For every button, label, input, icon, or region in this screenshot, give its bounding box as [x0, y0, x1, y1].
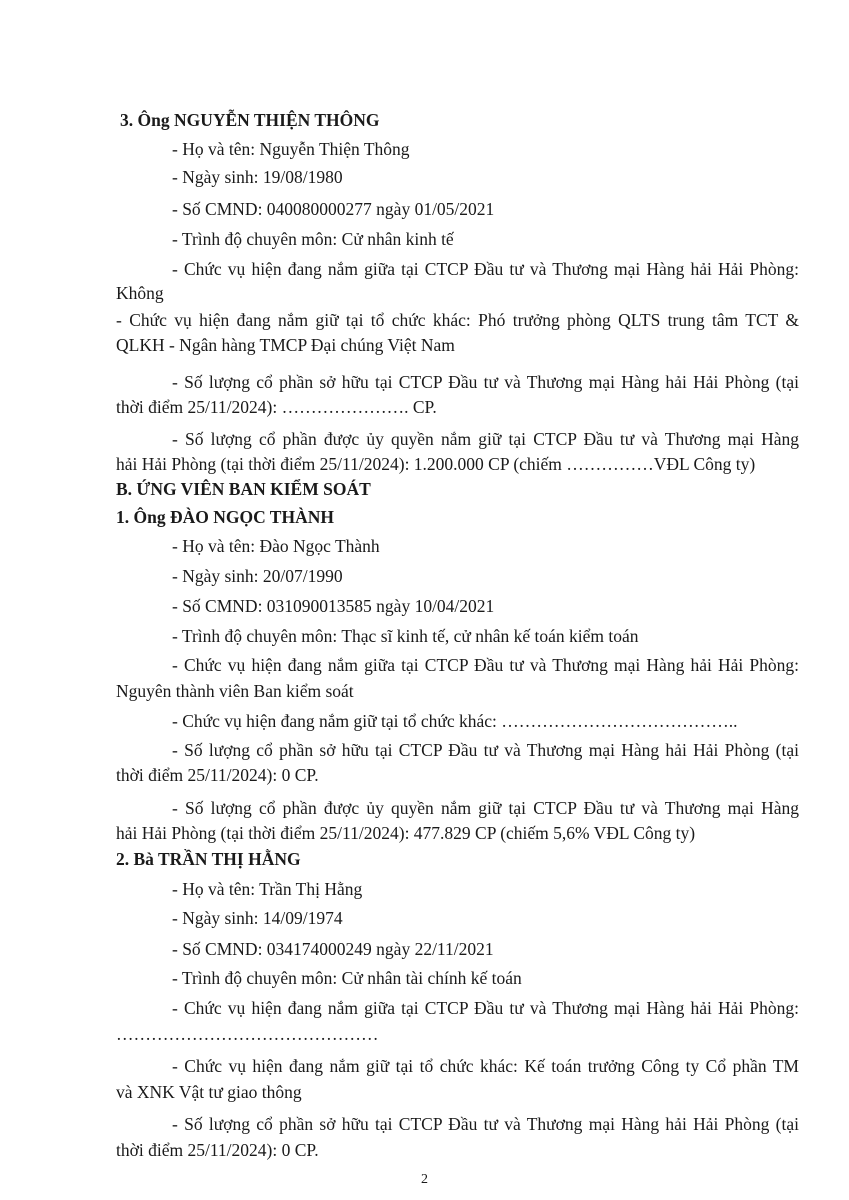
supervisor-1-dob: - Ngày sinh: 20/07/1990 [172, 566, 343, 586]
supervisor-1-education: - Trình độ chuyên môn: Thạc sĩ kinh tế, cử nhân kế toán kiểm toán [172, 626, 639, 646]
supervisor-2-position-line2: ……………………………………… [116, 1024, 379, 1044]
candidate-3-owned-shares-line1: - Số lượng cổ phần sở hữu tại CTCP Đầu tư và Thương mại Hàng hải Hải Phòng (tại [172, 372, 799, 392]
supervisor-2-id: - Số CMND: 034174000249 ngày 22/11/2021 [172, 939, 494, 959]
supervisor-1-heading: 1. Ông ĐÀO NGỌC THÀNH [116, 507, 334, 527]
page-number: 2 [421, 1172, 428, 1187]
section-b-heading: B. ỨNG VIÊN BAN KIỂM SOÁT [116, 479, 371, 499]
candidate-3-name: - Họ và tên: Nguyễn Thiện Thông [172, 139, 410, 159]
candidate-3-other-position-line2: QLKH - Ngân hàng TMCP Đại chúng Việt Nam [116, 335, 455, 355]
supervisor-2-other-position-line2: và XNK Vật tư giao thông [116, 1082, 302, 1102]
supervisor-2-education: - Trình độ chuyên môn: Cử nhân tài chính kế toán [172, 968, 522, 988]
candidate-3-authorized-shares-line1: - Số lượng cổ phần được ủy quyền nắm giữ tại CTCP Đầu tư và Thương mại Hàng [172, 429, 799, 449]
candidate-3-heading: 3. Ông NGUYỄN THIỆN THÔNG [120, 110, 380, 130]
candidate-3-authorized-shares-line2: hải Hải Phòng (tại thời điểm 25/11/2024): 1.200.000 CP (chiếm ……………VĐL Công ty) [116, 454, 756, 474]
supervisor-2-owned-shares-line1: - Số lượng cổ phần sở hữu tại CTCP Đầu tư và Thương mại Hàng hải Hải Phòng (tại [172, 1114, 799, 1134]
supervisor-1-id: - Số CMND: 031090013585 ngày 10/04/2021 [172, 596, 495, 616]
supervisor-1-authorized-shares-line1: - Số lượng cổ phần được ủy quyền nắm giữ tại CTCP Đầu tư và Thương mại Hàng [172, 798, 799, 818]
supervisor-1-owned-shares-line1: - Số lượng cổ phần sở hữu tại CTCP Đầu tư và Thương mại Hàng hải Hải Phòng (tại [172, 740, 799, 760]
candidate-3-position-line2: Không [116, 283, 164, 303]
candidate-3-id: - Số CMND: 040080000277 ngày 01/05/2021 [172, 199, 495, 219]
candidate-3-position-line1: - Chức vụ hiện đang nắm giữa tại CTCP Đầu tư và Thương mại Hàng hải Hải Phòng: [172, 259, 799, 279]
supervisor-1-name: - Họ và tên: Đào Ngọc Thành [172, 536, 380, 556]
supervisor-2-heading: 2. Bà TRẦN THỊ HẰNG [116, 849, 301, 869]
supervisor-2-owned-shares-line2: thời điểm 25/11/2024): 0 CP. [116, 1140, 319, 1160]
candidate-3-owned-shares-line2: thời điểm 25/11/2024): …………………. CP. [116, 397, 437, 417]
supervisor-2-position-line1: - Chức vụ hiện đang nắm giữa tại CTCP Đầu tư và Thương mại Hàng hải Hải Phòng: [172, 998, 799, 1018]
candidate-3-other-position-line1: - Chức vụ hiện đang nắm giữ tại tổ chức khác: Phó trưởng phòng QLTS trung tâm TCT & [116, 310, 799, 330]
supervisor-1-owned-shares-line2: thời điểm 25/11/2024): 0 CP. [116, 765, 319, 785]
supervisor-1-authorized-shares-line2: hải Hải Phòng (tại thời điểm 25/11/2024): 477.829 CP (chiếm 5,6% VĐL Công ty) [116, 823, 696, 843]
candidate-3-education: - Trình độ chuyên môn: Cử nhân kinh tế [172, 229, 454, 249]
supervisor-2-dob: - Ngày sinh: 14/09/1974 [172, 908, 343, 928]
supervisor-2-other-position-line1: - Chức vụ hiện đang nắm giữ tại tổ chức khác: Kế toán trưởng Công ty Cổ phần TM [172, 1056, 799, 1076]
supervisor-1-position-line1: - Chức vụ hiện đang nắm giữa tại CTCP Đầu tư và Thương mại Hàng hải Hải Phòng: [172, 655, 799, 675]
supervisor-1-other-position: - Chức vụ hiện đang nắm giữ tại tổ chức khác: ………………………………….. [172, 711, 738, 731]
supervisor-1-position-line2: Nguyên thành viên Ban kiểm soát [116, 681, 354, 701]
supervisor-2-name: - Họ và tên: Trần Thị Hằng [172, 879, 363, 899]
candidate-3-dob: - Ngày sinh: 19/08/1980 [172, 167, 343, 187]
